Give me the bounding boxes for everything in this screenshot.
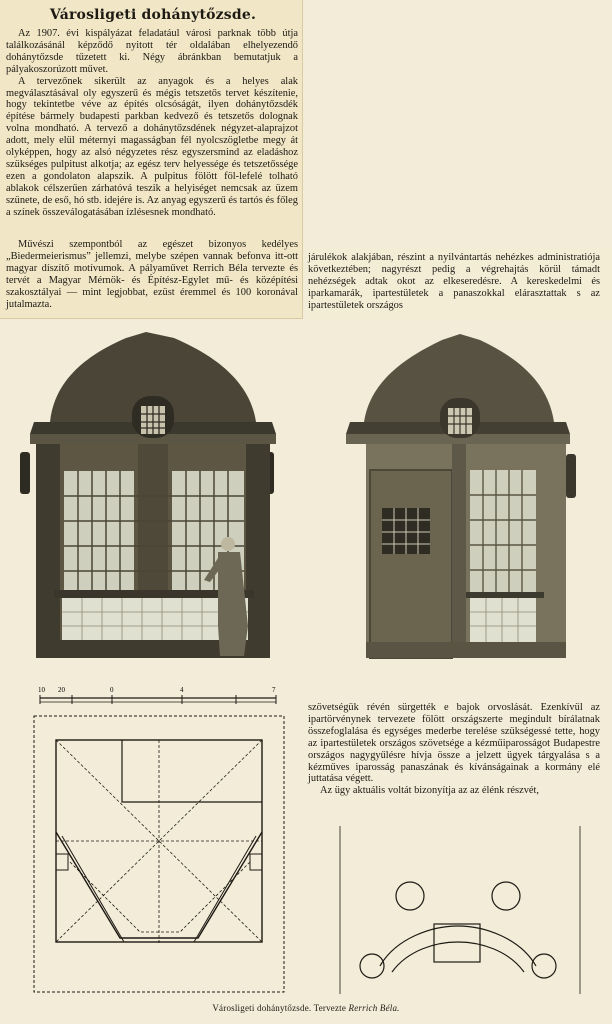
caption-prefix: Városligeti dohánytőzsde. Tervezte xyxy=(212,1003,347,1013)
figure-caption xyxy=(0,1003,612,1013)
scale-label-4: 4 xyxy=(180,686,184,694)
right-column-top xyxy=(308,252,600,312)
side-window xyxy=(470,470,536,594)
scale-bar xyxy=(36,684,286,708)
paragraph-2: A tervezőnek sikerült az anyagok és a helyes alak megválasztásával oly egyszerű és mégis tetszetős tervet készítenie, hogy tekintetbe véve az építés olcsóságát, ilyen dohánytőzsdék építése bármely budapesti parkban kedvező és tetszetős dolognak volna mondható. A tervező a dohánytőzsdének négyzet-alaprajzot adott, mely elül méternyi magasságban fél nyolcszögletbe megy át olyképpen, hogy az alsó négyzetes rész egyszersmind az eladáshoz szükséges pulpitust alkotja; az egész terv helyessége és tetszetőssége ezen a gondolaton alapszik. A pulpitus fölött föl-lefelé tolható ablakok célszerűen zárhatóvá teszik a helyiséget nemcsak az üzem szünete, de eső, hó stb. idejére is. Az anyag egyszerű és tartós és főleg a színek összeválogatásában ízlésesnek mondható. xyxy=(6,75,298,218)
left-column-end xyxy=(6,239,298,310)
window-left xyxy=(64,471,134,591)
floor-plan-drawing xyxy=(30,712,290,998)
article-title: Városligeti dohánytőzsde. xyxy=(49,7,257,23)
left-column xyxy=(6,28,298,219)
paragraph-1: Az 1907. évi kispályázat feladatául városi parknak több útja találkozásánál képződő nyitott tér oldalában elhelyezendő dohánytőzsde tűzetett ki. Négy ábránkban bemutatjuk a pályakoszorúzott művet. xyxy=(6,28,298,75)
right-mid-paragraph-1: szövetségük révén sürgették e bajok orvoslását. Ezenkívül az ipartörvénynek tervezete fölött országszerte megindult bírálatnak összefoglalása és egységes mederbe terelése szükségessé tette, hogy az ipartestületek országos szövetsége a kézműiparosságot Budapestre országos nagygyűlésre hívja össze a jelzett ügyek tárgyalása s a kézműves iparosság panaszának és kívánságainak a kormány elé juttatása végett. xyxy=(308,702,600,785)
scale-label-2: 20 xyxy=(58,686,65,694)
paragraph-3: Művészi szempontból az egészet bizonyos kedélyes „Biedermeierismus” jellemzi, melybe szépen vannak befonva itt-ott magyar díszítő motívumok. A pályaművet Rerrich Béla tervezte és tervét a Magyar Mérnök- és Építész-Egylet mű- és középítési szakosztályai — mint legjobbat, ezüst éremmel és 100 koronával jutalmazta. xyxy=(6,239,298,310)
front-elevation-drawing xyxy=(14,326,304,664)
side-lantern xyxy=(566,454,576,498)
right-mid-paragraph-2: Az ügy aktuális voltát bizonyítja az az élénk részvét, xyxy=(320,785,539,797)
site-plan-drawing xyxy=(336,826,586,996)
scale-label-5: 7 xyxy=(272,686,276,694)
right-column-middle xyxy=(308,702,600,797)
lantern-left xyxy=(20,452,30,494)
caption-author: Rerrich Béla. xyxy=(348,1003,400,1013)
right-top-paragraph: járulékok alakjában, részint a nyilvántartás nehézkes administratiója következtében; nagyrészt pedig a végrehajtás körül támadt nehézségek adtak okot az elkeseredésre. A kereskedelmi és iparkamarák, ipartestületek a panaszokkal elárasztattak s az ipartestületek országos xyxy=(308,252,600,311)
side-elevation-drawing xyxy=(330,330,588,662)
scale-label-3: 0 xyxy=(110,686,114,694)
tree-right xyxy=(492,882,520,910)
scale-label-1: 10 xyxy=(38,686,45,694)
side-door xyxy=(370,470,452,658)
tree-left xyxy=(396,882,424,910)
side-tiled-base xyxy=(470,598,536,642)
